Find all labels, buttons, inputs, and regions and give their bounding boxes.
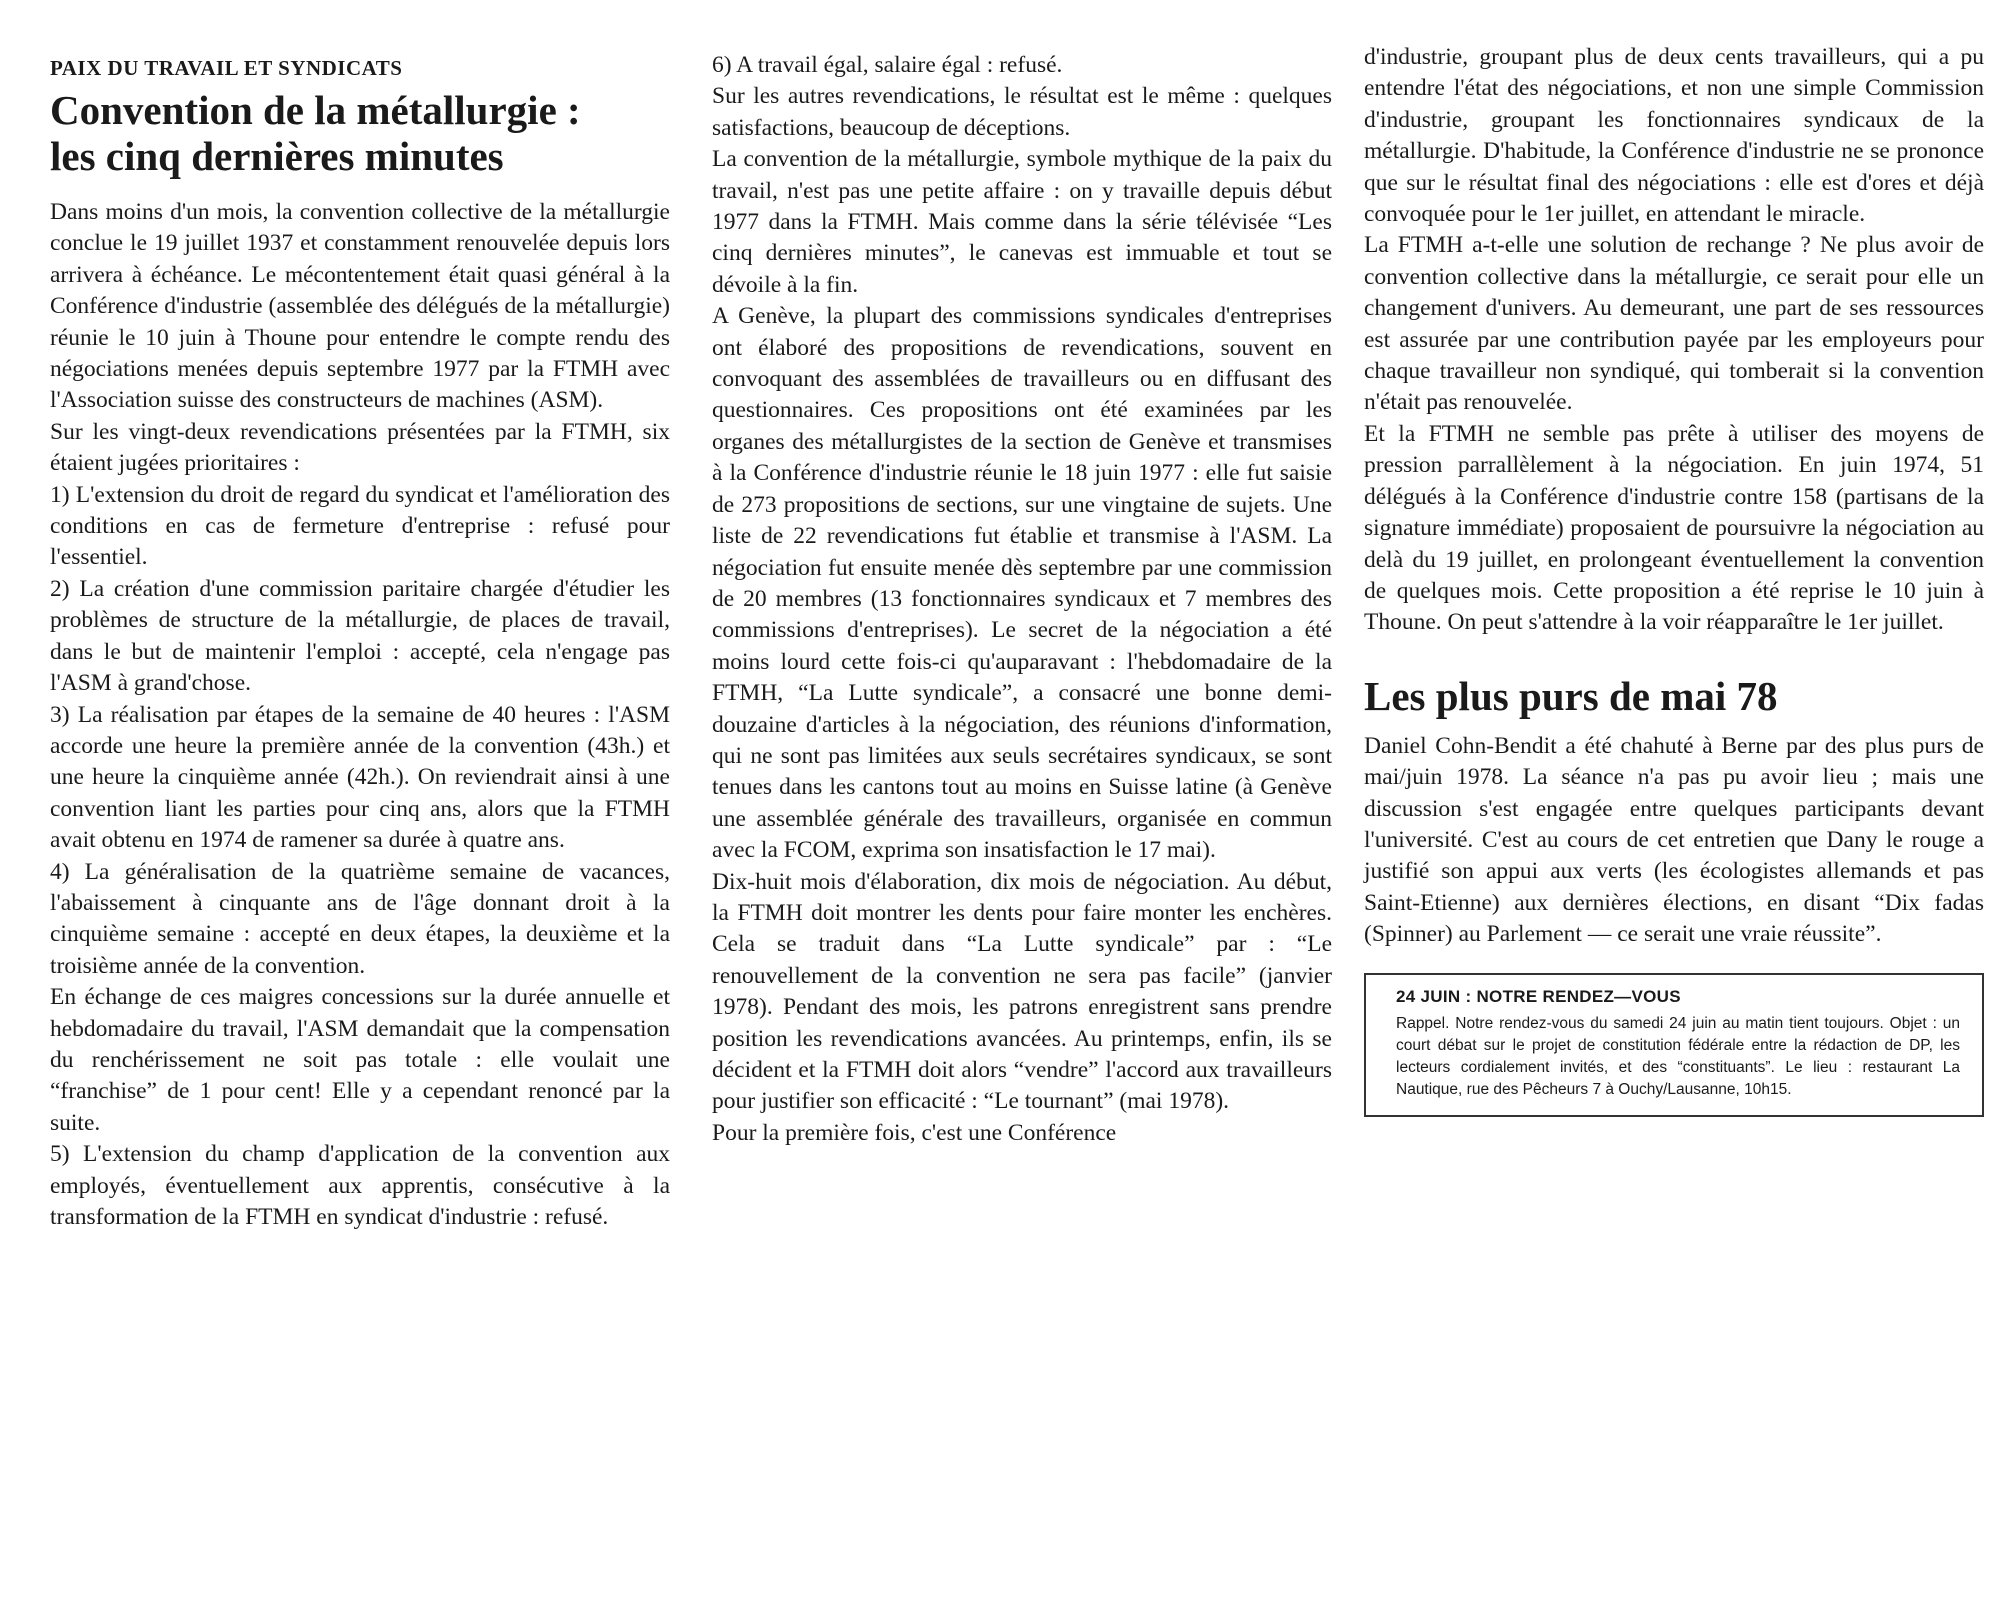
notice-box [1364,973,1984,1117]
notice-title: 24 JUIN : NOTRE RENDEZ—VOUS [1396,986,1681,1006]
paragraph: Dans moins d'un mois, la convention collective de la métallurgie conclue le 19 juillet 1937 et constamment renouvelée depuis lors arrivera à échéance. Le mécontentement était quasi général à la Conférence d'industrie (assemblée des délégués de la métallurgie) réunie le 10 juin à Thoune pour entendre le compte rendu des négociations menées depuis septembre 1977 par la FTMH avec l'Association suisse des constructeurs de machines (ASM). [50,199,670,414]
column-1 [50,50,670,1233]
paragraph: 5) L'extension du champ d'application de la convention aux employés, éventuellement aux apprentis, consécutive à la transformation de la FTMH en syndicat d'industrie : refusé. [50,1141,670,1230]
paragraph: 1) L'extension du droit de regard du syndicat et l'amélioration des conditions en cas de fermeture d'entreprise : refusé pour l'essentiel. [50,481,670,571]
paragraph: Et la FTMH ne semble pas prête à utiliser des moyens de pression parrallèlement à la négociation. En juin 1974, 51 délégués à la Conférence d'industrie contre 158 (partisans de la signature immédiate) proposaient de poursuivre la négociation au delà du 19 juillet, en prolongeant éventuellement la convention de quelques mois. Cette proposition a été reprise le 10 juin à Thoune. On peut s'attendre à la voir réapparaître le 1er juillet. [1364,420,1984,636]
article-headline [50,87,670,179]
notice-body: Rappel. Notre rendez-vous du samedi 24 juin au matin tient toujours. Objet : un court débat sur le projet de constitution fédérale entre la rédaction de DP, les lecteurs cordialement invités, et des “constituants”. Le lieu : restaurant La Nautique, rue des Pêcheurs 7 à Ouchy/Lausanne, 10h15. [1396,1014,1960,1098]
paragraph: d'industrie, groupant plus de deux cents travailleurs, qui a pu entendre l'état des négociations, et non une simple Commission d'industrie, groupant les fonctionnaires syndicaux de la métallurgie. D'habitude, la Conférence d'industrie ne se prononce que sur le résultat final des négociations : elle est d'ores et déjà convoquée pour le 1er juillet, en attendant le miracle. [1364,44,1984,228]
column-3 [1364,42,1984,1117]
column-2 [712,50,1332,1149]
paragraph: 6) A travail égal, salaire égal : refusé. [712,52,1063,78]
paragraph: Pour la première fois, c'est une Conférence [712,1119,1117,1146]
headline-line-2: les cinq dernières minutes [50,133,504,179]
paragraph: Dix-huit mois d'élaboration, dix mois de négociation. Au début, la FTMH doit montrer les dents pour faire monter les enchères. Cela se traduit dans “La Lutte syndicale” par : “Le renouvellement de la convention ne sera pas facile” (janvier 1978). Pendant des mois, les patrons enregistrent sans prendre position les revendications avancées. Au printemps, enfin, ils se décident et la FTMH doit alors “vendre” l'accord aux travailleurs pour justifier son efficacité : “Le tournant” (mai 1978). [712,868,1332,1115]
second-article-headline: Les plus purs de mai 78 [1364,672,1778,719]
paragraph: 4) La généralisation de la quatrième semaine de vacances, l'abaissement à cinquante ans de l'âge donnant droit à la cinquième semaine : accepté en deux étapes, la deuxième et la troisième année de la convention. [50,858,670,979]
paragraph: En échange de ces maigres concessions sur la durée annuelle et hebdomadaire du travail, l'ASM demandait que la compensation du renchérissement ne soit pas totale : elle voulait une “franchise” de 1 pour cent! Elle y a cependant renoncé par la suite. [50,984,670,1136]
paragraph: La convention de la métallurgie, symbole mythique de la paix du travail, n'est pas une petite affaire : on y travaille depuis début 1977 dans la FTMH. Mais comme dans la série télévisée “Les cinq dernières minutes”, le canevas est immuable et tout se dévoile à la fin. [712,146,1332,298]
paragraph: Sur les vingt-deux revendications présentées par la FTMH, six étaient jugées prioritaires : [50,418,670,477]
paragraph: 2) La création d'une commission paritaire chargée d'étudier les problèmes de structure de la métallurgie, de places de travail, dans le but de maintenir l'emploi : accepté, cela n'engage pas l'ASM à grand'chose. [50,575,670,697]
paragraph: 3) La réalisation par étapes de la semaine de 40 heures : l'ASM accorde une heure la première année de la convention (43h.) et une heure la cinquième année (42h.). On reviendrait ainsi à une convention liant les parties pour cinq ans, alors que la FTMH avait obtenu en 1974 de ramener sa durée à quatre ans. [50,701,670,854]
second-article-body: Daniel Cohn-Bendit a été chahuté à Berne par des plus purs de mai/juin 1978. La séance n'a pas pu avoir lieu ; mais une discussion s'est engagée entre quelques participants devant l'université. C'est au cours de cet entretien que Dany le rouge a justifié son appui aux verts (les écologistes allemands et pas Saint-Etienne) aux dernières élections, en disant “Dix fadas (Spinner) au Parlement — ce serait une vraie réussite”. [1364,732,1984,948]
paragraph: A Genève, la plupart des commissions syndicales d'entreprises ont élaboré des propositions de revendications, souvent en convoquant des assemblées de travailleurs ou en diffusant des questionnaires. Ces propositions ont été examinées par les organes des métallurgistes de la section de Genève et transmises à la Conférence d'industrie réunie le 18 juin 1977 : elle fut saisie de 273 propositions de sections, sur une vingtaine de sujets. Une liste de 22 revendications fut établie et transmise à l'ASM. La négociation fut ensuite menée dès septembre par une commission de 20 membres (13 fonctionnaires syndicaux et 7 membres des commissions d'entreprises). Le secret de la négociation a été moins lourd cette fois-ci qu'auparavant : l'hebdomadaire de la FTMH, “La Lutte syndicale”, a consacré une bonne demi-douzaine d'articles à la négociation, des réunions d'information, qui ne sont pas limitées aux seuls secrétaires syndicaux, se sont tenues dans les cantons tout au moins en Suisse latine (à Genève une assemblée générale des travailleurs, organisée en commun avec la FCOM, exprima son insatisfaction le 17 mai). [712,303,1332,864]
paragraph: La FTMH a-t-elle une solution de rechange ? Ne plus avoir de convention collective dans la métallurgie, ce serait pour elle un changement d'univers. Au demeurant, une part de ses ressources est assurée par une contribution payée par les employeurs pour chaque travailleur non syndiqué, qui tomberait si la convention n'était pas renouvelée. [1364,232,1984,416]
headline-line-1: Convention de la métallurgie : [50,87,581,133]
article-kicker: PAIX DU TRAVAIL ET SYNDICATS [50,56,403,80]
paragraph: Sur les autres revendications, le résultat est le même : quelques satisfactions, beaucoup de déceptions. [712,83,1332,141]
